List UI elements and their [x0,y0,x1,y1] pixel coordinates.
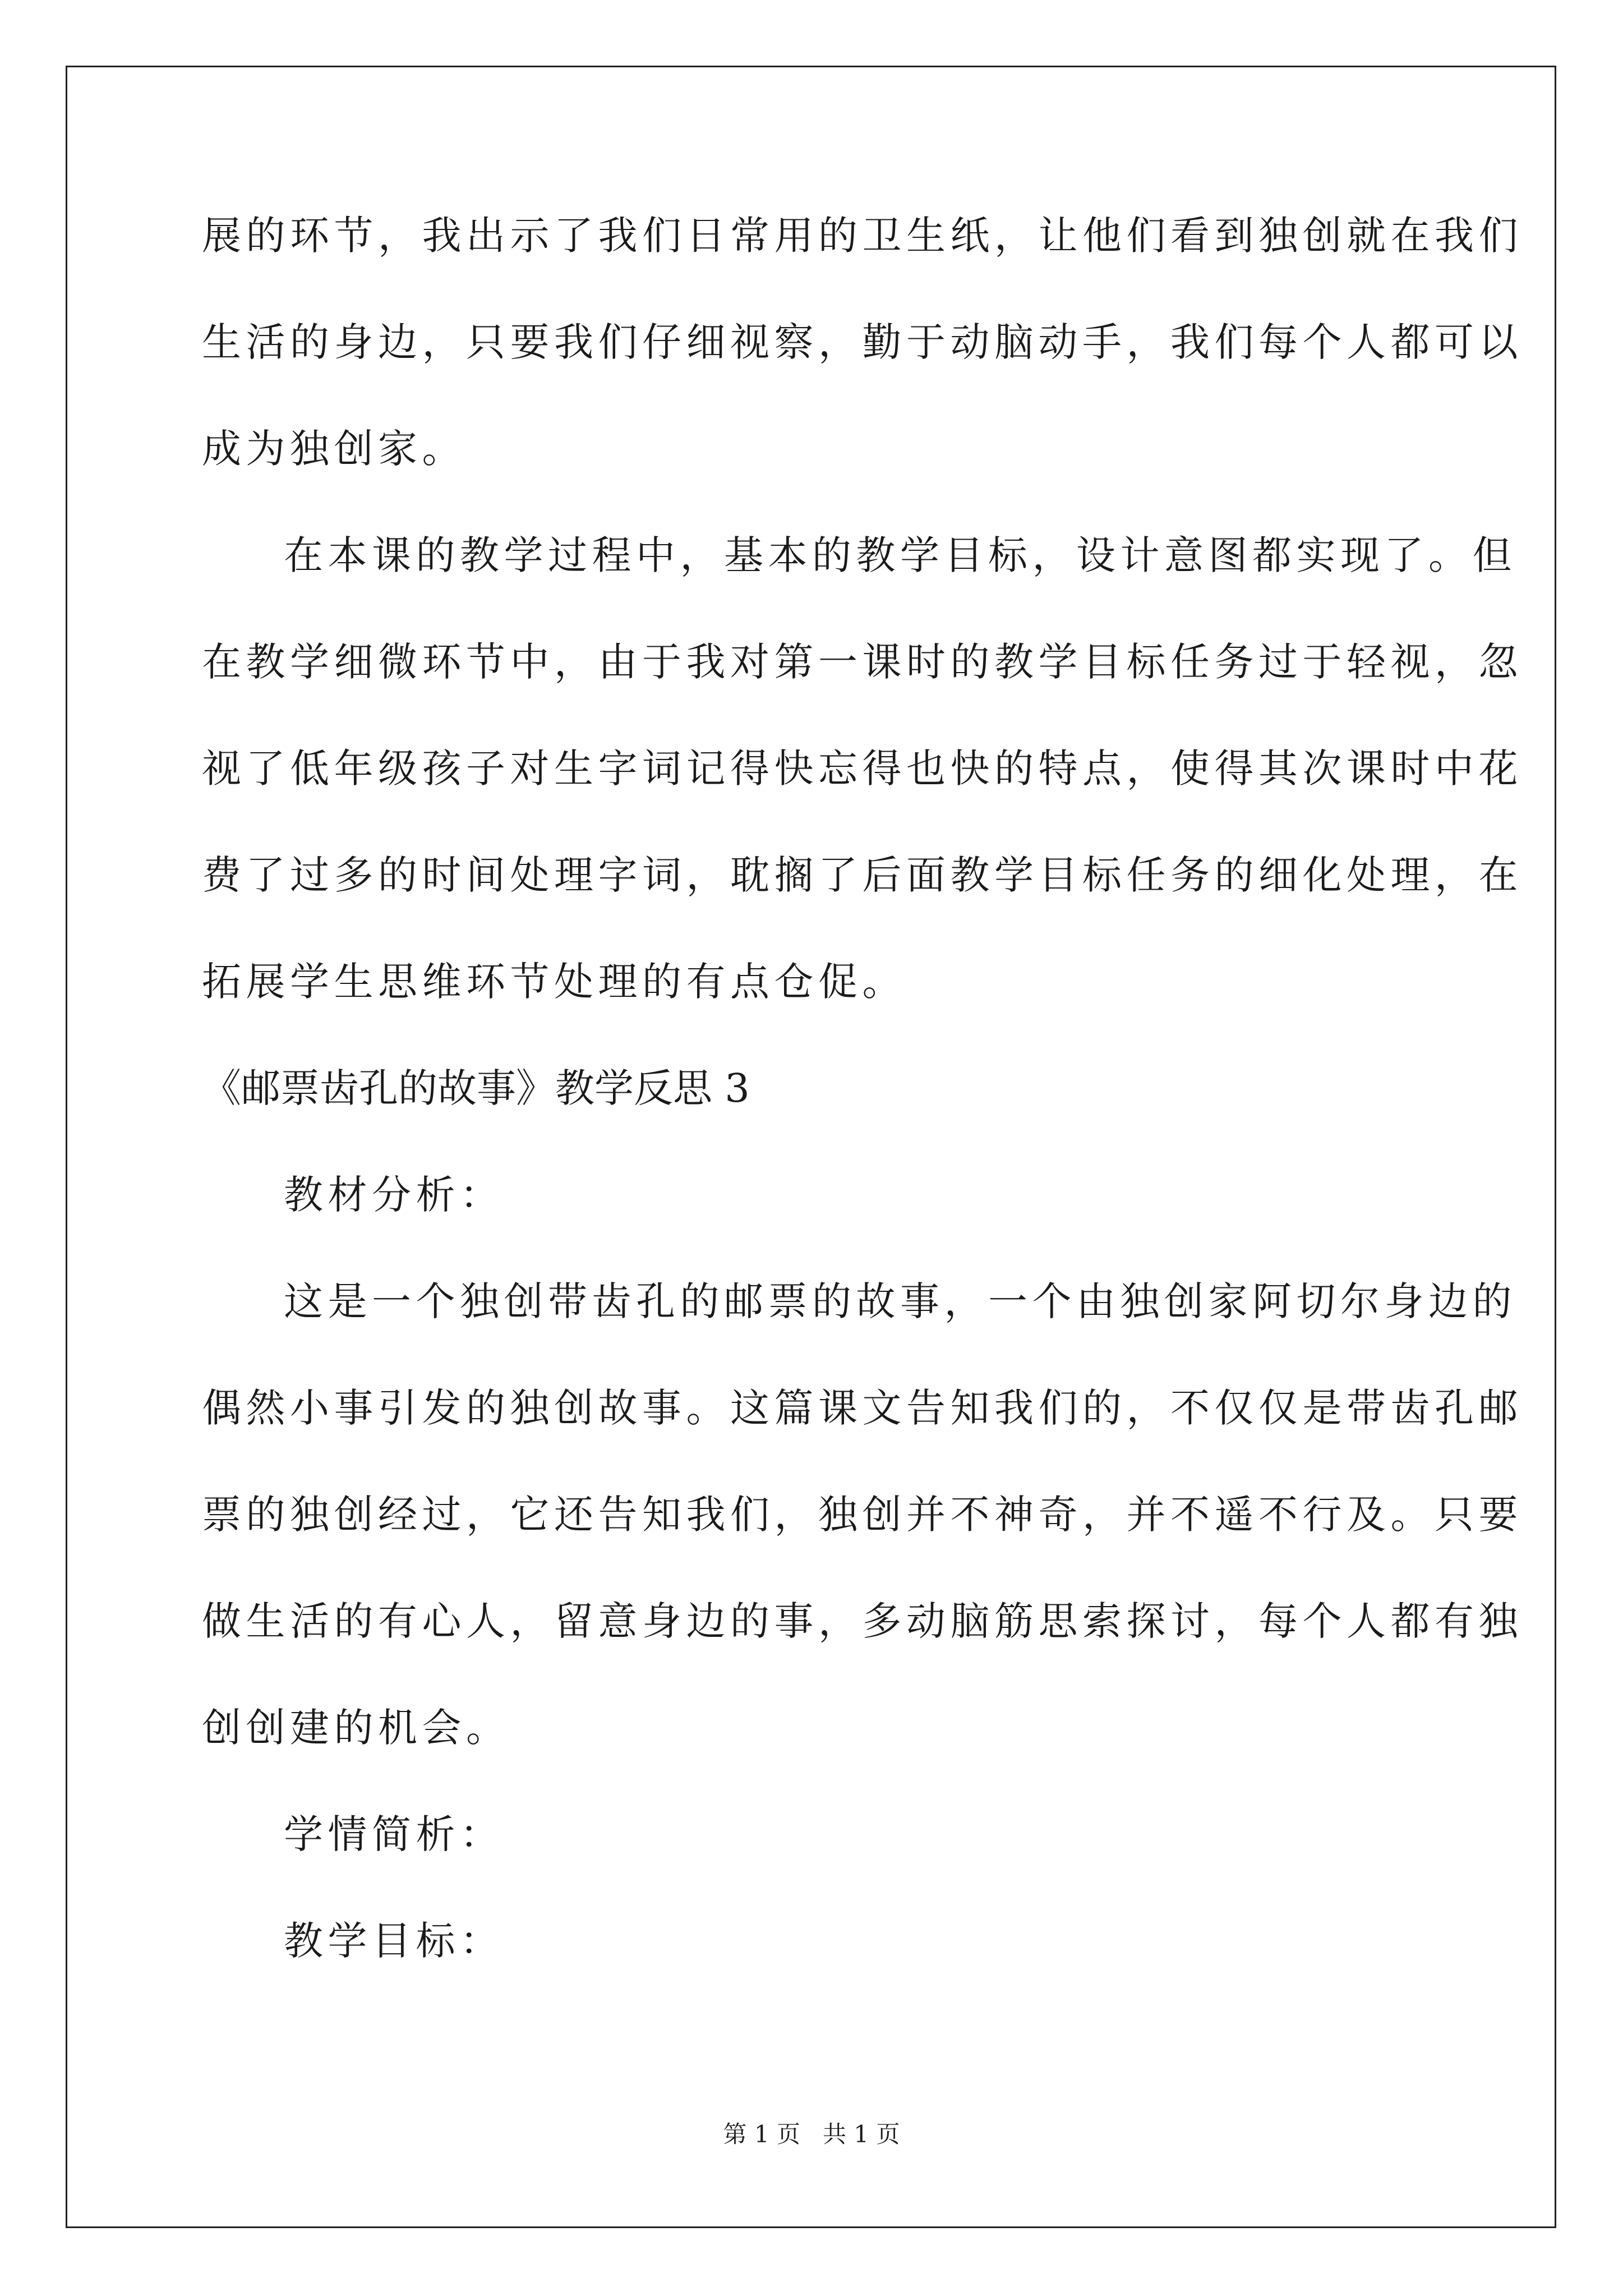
paragraph-line: 偶然小事引发的独创故事。这篇课文告知我们的，不仅仅是带齿孔邮 [202,1385,1523,1431]
paragraph-line: 生活的身边，只要我们仔细视察，勤于动脑动手，我们每个人都可以 [202,319,1523,365]
paragraph-line: 视了低年级孩子对生字词记得快忘得也快的特点，使得其次课时中花 [202,746,1523,792]
subheading-label: 教学目标： [284,1918,504,1964]
paragraph-line: 成为独创家。 [202,426,466,472]
paragraph-line: 创创建的机会。 [202,1705,510,1751]
page-border [66,66,1556,2228]
paragraph-line: 这是一个独创带齿孔的邮票的故事，一个由独创家阿切尔身边的 [284,1278,1516,1324]
paragraph-line: 做生活的有心人，留意身边的事，多动脑筋思索探讨，每个人都有独 [202,1598,1523,1644]
section-heading: 《邮票齿孔的故事》教学反思 3 [202,1065,750,1111]
paragraph-line: 在教学细微环节中，由于我对第一课时的教学目标任务过于轻视，忽 [202,639,1523,685]
subheading-label: 学情简析： [284,1811,504,1857]
paragraph-line: 拓展学生思维环节处理的有点仓促。 [202,959,906,1005]
subheading-label: 教材分析： [284,1172,504,1218]
paragraph-line: 票的独创经过，它还告知我们，独创并不神奇，并不遥不行及。只要 [202,1492,1523,1538]
paragraph-line: 在本课的教学过程中，基本的教学目标，设计意图都实现了。但 [284,532,1516,578]
page-footer: 第 1 页 共 1 页 [723,2120,900,2148]
paragraph-line: 展的环节，我出示了我们日常用的卫生纸，让他们看到独创就在我们 [202,213,1523,259]
paragraph-line: 费了过多的时间处理字词，耽搁了后面教学目标任务的细化处理，在 [202,852,1523,898]
